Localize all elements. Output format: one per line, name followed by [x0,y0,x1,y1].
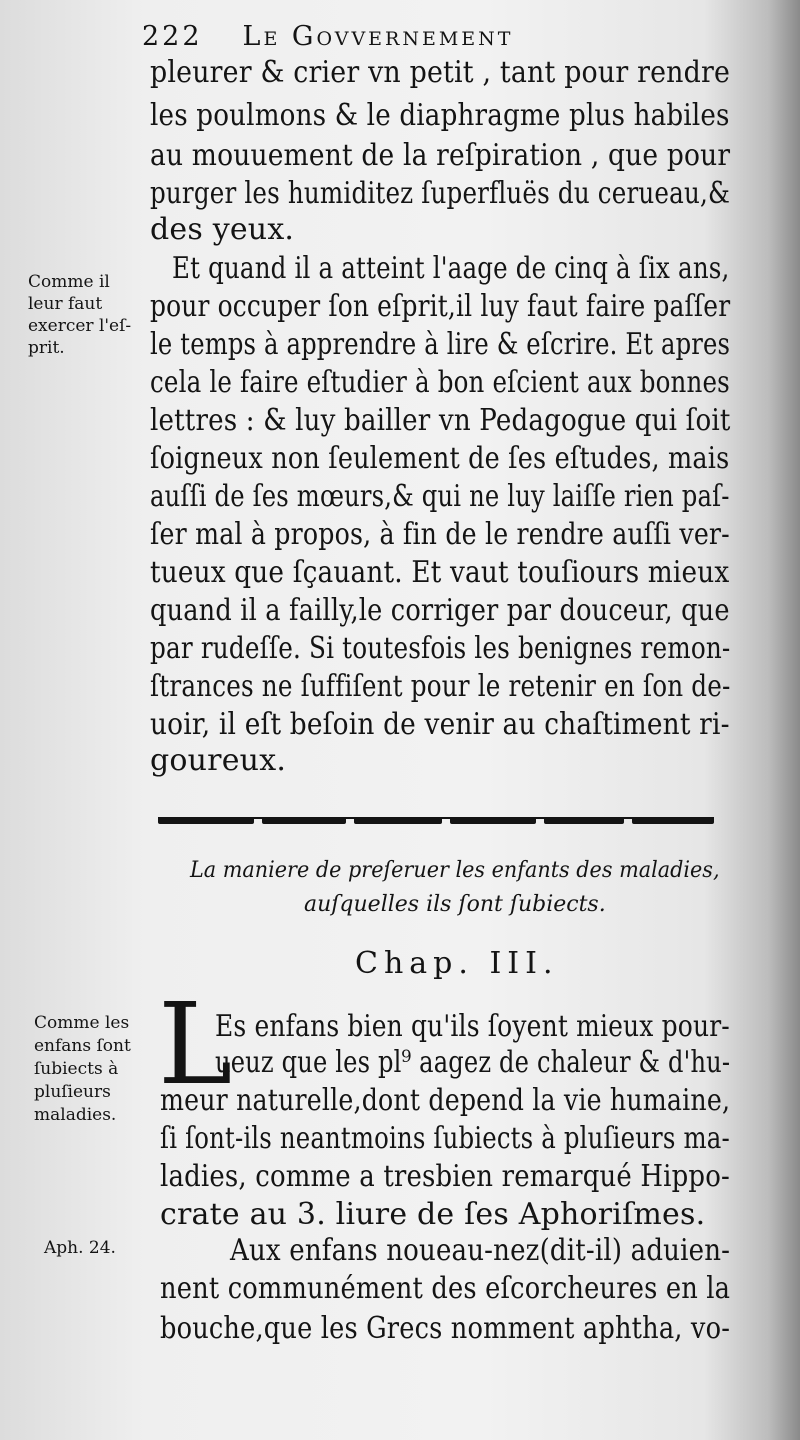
text-line: bouche,que les Grecs nomment aphtha, vo- [160,1311,731,1346]
caption-line: auſquelles ils ſont ſubiects. [304,892,606,917]
text-line: par rudeſſe. Si toutesfois les benignes remon- [150,631,731,666]
text-line: ſi ſont-ils neantmoins ſubiects à pluſieurs ma- [160,1121,730,1156]
margin-note-line: prit. [28,338,65,358]
drop-cap: L [158,980,233,1110]
margin-note-aphorism: Aph. 24. [44,1238,116,1258]
text-line: Es enfans bien qu'ils ſoyent mieux pour- [215,1009,730,1044]
text-line: uoir, il eſt beſoin de venir au chaſtiment ri- [150,707,730,742]
margin-note-line: maladies. [34,1105,117,1125]
text-line: le temps à apprendre à lire & eſcrire. Et apres [150,327,731,362]
rule-segment [632,817,714,824]
text-line: Aux enfans noueau-nez(dit-il) aduien- [230,1233,731,1268]
text-line: ſoigneux non ſeulement de ſes eſtudes, mais [150,441,730,476]
chapter-heading: Chap. III. [355,946,559,981]
margin-note-line: pluſieurs [34,1082,111,1102]
text-line: Et quand il a atteint l'aage de cinq à ſix ans, [172,251,730,286]
caption-line: La maniere de preſeruer les enfants des maladies, [190,858,720,883]
text-line: pour occuper ſon eſprit,il luy faut faire paſſer [150,289,731,324]
rule-segment [354,817,442,824]
rule-segment [450,817,536,824]
margin-note-line: Comme les [34,1013,130,1033]
text-line: ſtrances ne ſuffiſent pour le retenir en ſon de- [150,669,731,704]
text-line: cela le faire eſtudier à bon eſcient aux bonnes [150,365,730,400]
rule-segment [262,817,346,824]
text-line: des yeux. [150,212,295,247]
text-line: crate au 3. liure de ſes Aphoriſmes. [160,1197,706,1232]
text-line: meur naturelle,dont depend la vie humaine, [160,1083,731,1118]
text-line: lettres : & luy bailler vn Pedagogue qui ſoit [150,403,731,438]
margin-note-line: enfans ſont [34,1036,131,1056]
running-header [142,22,513,52]
text-line: nent communément des eſcorcheures en la [160,1271,731,1306]
text-line: purger les humiditez ſuperfluës du cerueau,& [150,176,731,211]
margin-note-line: ſubiects à [34,1059,119,1079]
text-line: ueuz que les pl⁹ aagez de chaleur & d'hu- [215,1045,731,1080]
text-line: tueux que ſçauant. Et vaut touſiours mieux [150,555,730,590]
text-line: au mouuement de la reſpiration , que pour [150,138,731,173]
rule-segment [544,817,624,824]
text-line: pleurer & crier vn petit , tant pour rendre [150,55,731,90]
text-line: auſſi de ſes mœurs,& qui ne luy laiſſe rien paſ- [150,479,730,514]
text-line: quand il a failly,le corriger par douceur, que [150,593,730,628]
text-line: les poulmons & le diaphragme plus habiles [150,98,730,133]
text-line: ſer mal à propos, à fin de le rendre auſſi ver- [150,517,730,552]
text-line: goureux. [150,743,287,778]
page-number: 222 [142,21,203,52]
running-title: Le Govvernement [242,21,514,52]
margin-note-line: leur faut [28,294,103,314]
ornamental-rule [158,817,714,827]
bleed-through-text [330,765,337,790]
rule-segment [158,817,254,824]
margin-note-line: exercer l'eſ- [28,316,132,336]
margin-note-line: Comme il [28,272,110,292]
text-line: ladies, comme a tresbien remarqué Hippo- [160,1159,730,1194]
